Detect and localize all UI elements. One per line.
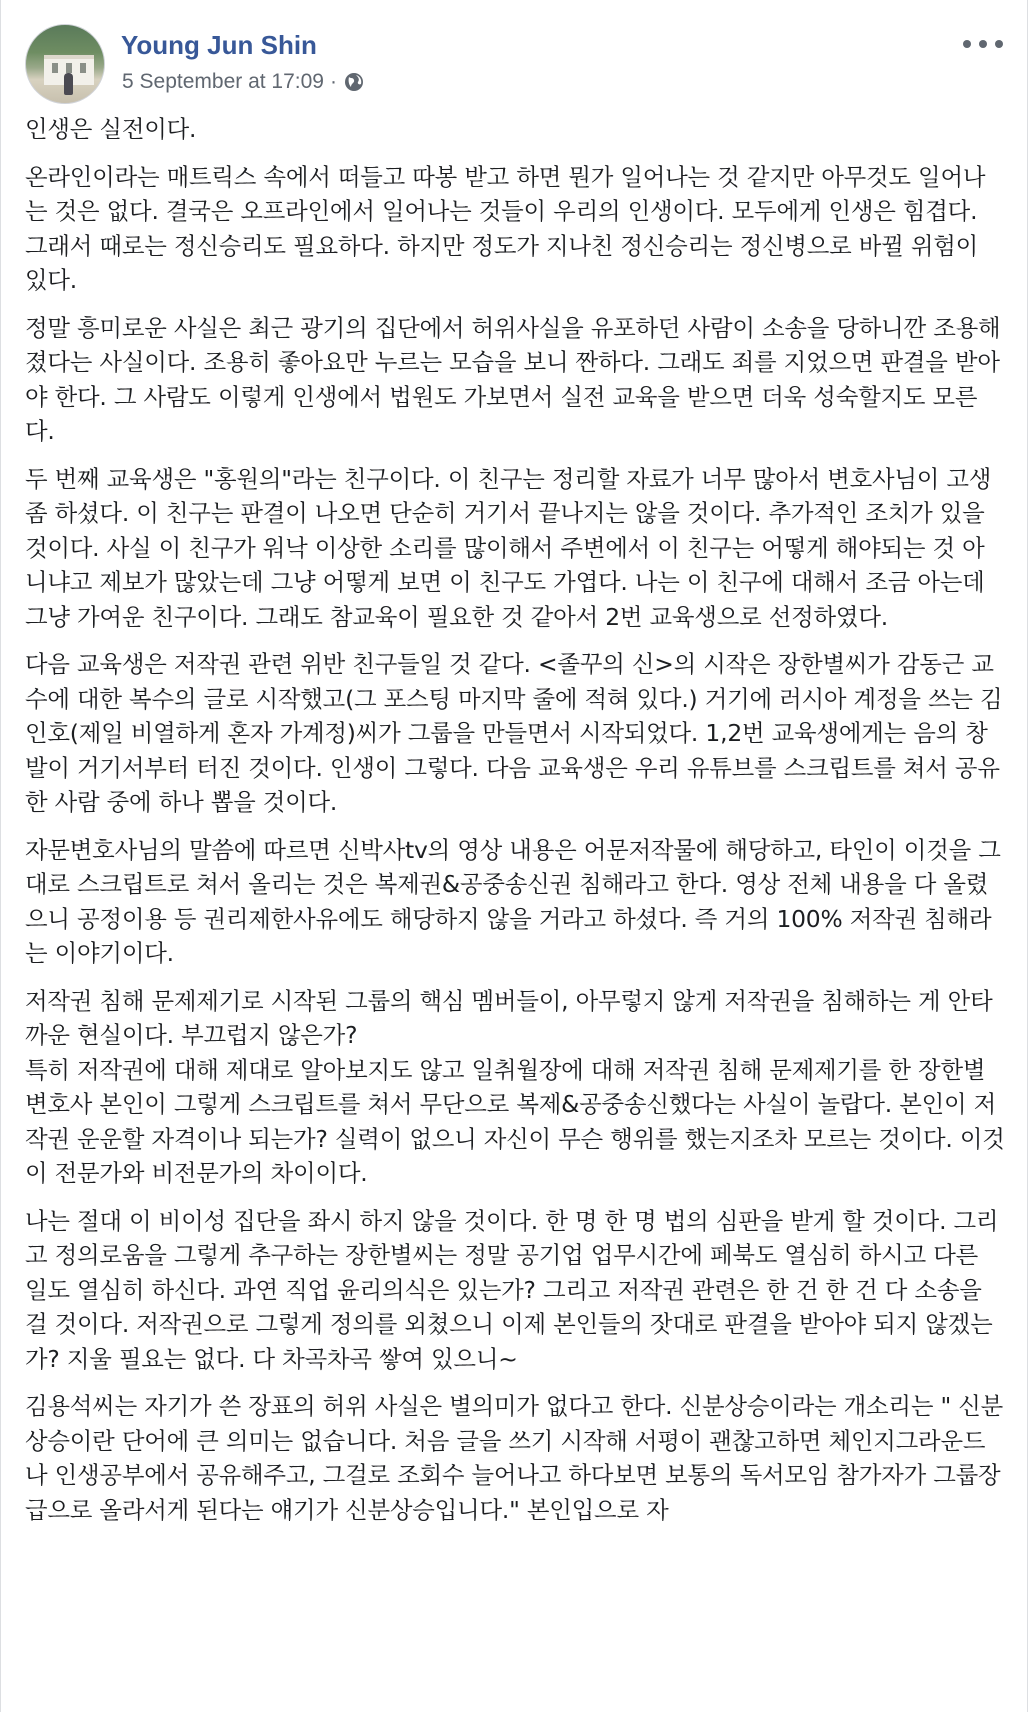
post-paragraph: 정말 흥미로운 사실은 최근 광기의 집단에서 허위사실을 유포하던 사람이 소송을 당하니깐 조용해졌다는 사실이다. 조용히 좋아요만 누르는 모습을 보니 짠하다. 그래도 죄를 지었으면 판결을 받아야 한다. 그 사람도 이렇게 인생에서 법원도 가보면서 실전 교육을 받으면 더욱 성숙할지도 모른다. bbox=[25, 313, 1001, 445]
post-paragraph: 자문변호사님의 말씀에 따르면 신박사tv의 영상 내용은 어문저작물에 해당하고, 타인이 이것을 그대로 스크립트로 쳐서 올리는 것은 복제권&공중송신권 침해라고 한다. 영상 전체 내용을 다 올렸으니 공정이용 등 권리제한사유에도 해당하지 않을 거라고 하셨다. 즉 거의 100% 저작권 침해라는 이야기이다. bbox=[25, 835, 1001, 967]
avatar-figure bbox=[64, 73, 73, 95]
globe-icon[interactable] bbox=[343, 71, 365, 93]
post-paragraph: 다음 교육생은 저작권 관련 위반 친구들일 것 같다. <졸꾸의 신>의 시작은 장한별씨가 감동근 교수에 대한 복수의 글로 시작했고(그 포스팅 마지막 줄에 적혀 있다.) 거기에 러시아 계정을 쓰는 김인호(제일 비열하게 혼자 가계정)씨가 그룹을 만들면서 시작되었다. 1,2번 교육생에게는 음의 창발이 거기서부터 터진 것이다. 인생이 그렇다. 다음 교육생은 우리 유튜브를 스크립트를 쳐서 공유한 사람 중에 하나 뽑을 것이다. bbox=[25, 650, 1003, 816]
more-options-icon[interactable] bbox=[963, 32, 1003, 56]
post-header bbox=[25, 24, 1003, 108]
post-meta bbox=[122, 70, 365, 94]
post-paragraph: 두 번째 교육생은 "홍원의"라는 친구이다. 이 친구는 정리할 자료가 너무 많아서 변호사님이 고생 좀 하셨다. 이 친구는 판결이 나오면 단순히 거기서 끝나지는 않을 것이다. 추가적인 조치가 있을 것이다. 사실 이 친구가 워낙 이상한 소리를 많이해서 주변에서 이 친구는 어떻게 해야되는 것 아니냐고 제보가 많았는데 그냥 어떻게 보면 이 친구도 가엽다. 나는 이 친구에 대해서 조금 아는데 그냥 가여운 친구이다. 그래도 참교육이 필요한 것 같아서 2번 교육생으로 선정하였다. bbox=[25, 464, 992, 631]
post-timestamp[interactable]: 5 September at 17:09 bbox=[122, 70, 324, 93]
avatar-window bbox=[66, 63, 72, 73]
post-paragraph: 김용석씨는 자기가 쓴 장표의 허위 사실은 별의미가 없다고 한다. 신분상승이라는 개소리는 " 신분상승이란 단어에 큰 의미는 없습니다. 처음 글을 쓰기 시작해 서평이 괜찮고하면 체인지그라운드나 인생공부에서 공유해주고, 그걸로 조회수 늘어나고 하다보면 보통의 독서모임 참가자가 그룹장 급으로 올라서게 된다는 얘기가 신분상승입니다." 본인입으로 자 bbox=[25, 1392, 1004, 1524]
post-body bbox=[25, 112, 1005, 1540]
avatar-window bbox=[80, 63, 86, 73]
post-paragraph: 저작권 침해 문제제기로 시작된 그룹의 핵심 멤버들이, 아무렇지 않게 저작권을 침해하는 게 안타까운 현실이다. 부끄럽지 않은가? 특히 저작권에 대해 제대로 알아보지도 않고 일취월장에 대해 저작권 침해 문제제기를 한 장한별 변호사 본인이 그렇게 스크립트를 쳐서 무단으로 복제&공중송신했다는 사실이 놀랍다. 본인이 저작권 운운할 자격이나 되는가? 실력이 없으니 자신이 무슨 행위를 했는지조차 모르는 것이다. 이것이 전문가와 비전문가의 차이이다. bbox=[25, 986, 1005, 1187]
author-name[interactable]: Young Jun Shin bbox=[121, 30, 317, 60]
post-paragraph: 나는 절대 이 비이성 집단을 좌시 하지 않을 것이다. 한 명 한 명 법의 심판을 받게 할 것이다. 그리고 정의로움을 그렇게 추구하는 장한별씨는 정말 공기업 업무시간에 페북도 열심히 하시고 다른 일도 열심히 하신다. 과연 직업 윤리의식은 있는가? 그리고 저작권 관련은 한 건 한 건 다 소송을 걸 것이다. 저작권으로 그렇게 정의를 외쳤으니 이제 본인들의 잣대로 판결을 받아야 되지 않겠는가? 지울 필요는 없다. 다 차곡차곡 쌓여 있으니~ bbox=[25, 1206, 999, 1373]
post-paragraph: 온라인이라는 매트릭스 속에서 떠들고 따봉 받고 하면 뭔가 일어나는 것 같지만 아무것도 일어나는 것은 없다. 결국은 오프라인에서 일어나는 것들이 우리의 인생이다. 모두에게 인생은 힘겹다. 그래서 때로는 정신승리도 필요하다. 하지만 정도가 지나친 정신승리는 정신병으로 바뀔 위험이 있다. bbox=[25, 162, 986, 294]
meta-separator: · bbox=[329, 70, 337, 93]
post-paragraph: 인생은 실전이다. bbox=[25, 115, 197, 143]
avatar[interactable] bbox=[25, 24, 105, 104]
avatar-window bbox=[52, 63, 58, 73]
